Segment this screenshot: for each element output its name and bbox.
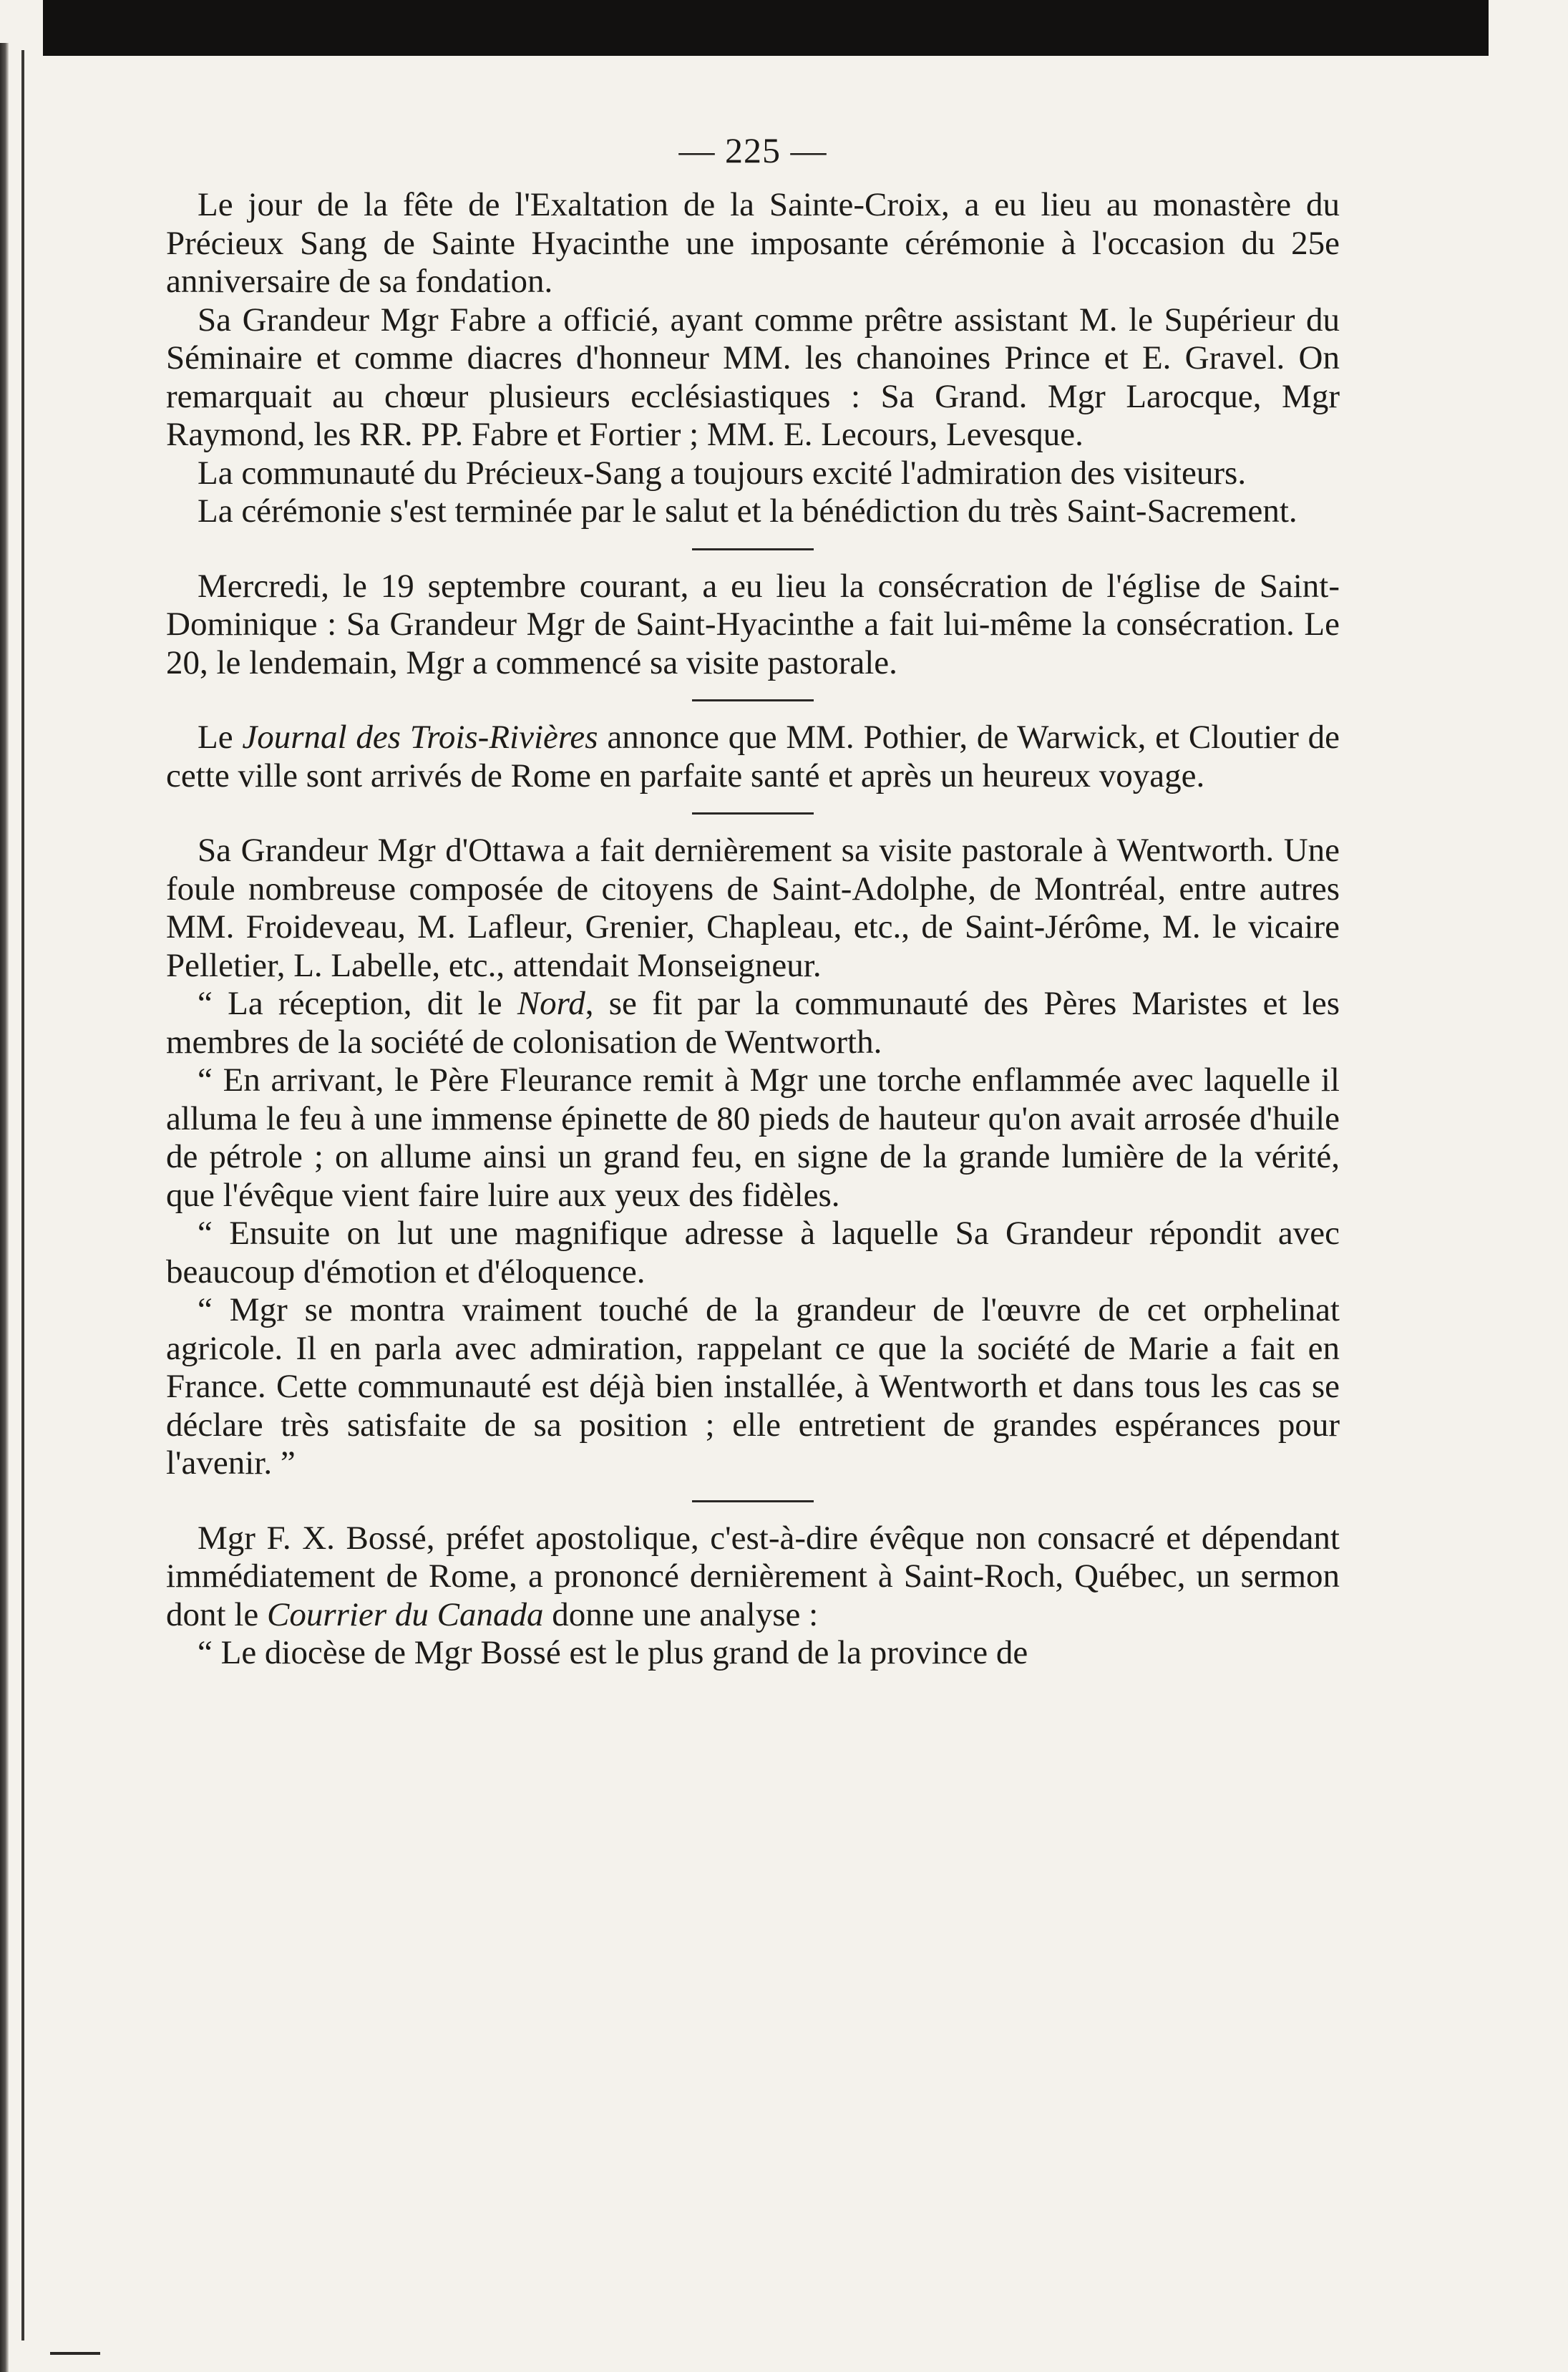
scan-margin-rule	[21, 50, 24, 2341]
paragraph: La cérémonie s'est terminée par le salut et la bénédiction du très Saint-Sacrement.	[198, 492, 1297, 530]
article-exaltation-sainte-croix	[166, 186, 1340, 531]
document-page	[166, 129, 1340, 1673]
section-divider	[692, 548, 814, 550]
scan-top-border	[43, 0, 1489, 56]
article-journal-trois-rivieres	[166, 719, 1340, 795]
section-divider	[692, 812, 814, 815]
paragraph: La communauté du Précieux-Sang a toujours excité l'admiration des visiteurs.	[198, 454, 1247, 492]
paragraph: Le jour de la fête de l'Exaltation de la Sainte-Croix, a eu lieu au monastère du Précieux Sang de Sainte Hyacinthe une imposante cérémonie à l'occasion du 25e anniversaire de sa fondation.	[166, 186, 1340, 300]
publication-title: Courrier du Canada	[266, 1595, 544, 1633]
text-run: Le	[198, 719, 243, 756]
paragraph	[166, 1520, 1340, 1635]
publication-title: Journal des Trois-Rivières	[242, 719, 598, 756]
quote-paragraph: “ Ensuite on lut une magnifique adresse à laquelle Sa Grandeur répondit avec beaucoup d'émotion et d'éloquence.	[166, 1215, 1340, 1290]
text-run: , se fit par la communauté des Pères Maristes et les membres de la société de colonisation de Wentworth.	[166, 985, 1340, 1061]
paragraph: Sa Grandeur Mgr d'Ottawa a fait dernièrement sa visite pastorale à Wentworth. Une foule nombreuse composée de citoyens de Saint-Adolphe, de Montréal, entre autres MM. Froideveau, M. Lafleur, Grenier, Chapleau, etc., de Saint-Jérôme, M. le vicaire Pelletier, L. Labelle, etc., attendait Monseigneur.	[166, 832, 1340, 984]
article-saint-dominique	[166, 568, 1340, 683]
article-mgr-bosse	[166, 1520, 1340, 1673]
publication-title: Nord	[517, 985, 585, 1022]
scan-left-edge	[0, 43, 9, 2372]
section-divider	[692, 699, 814, 701]
quote-paragraph: “ Mgr se montra vraiment touché de la grandeur de l'œuvre de cet orphelinat agricole. Il en parla avec admiration, rappelant ce que la société de Marie a fait en France. Cette communauté est déjà bien installée, à Wentworth et dans tous les cas se déclare très satisfaite de sa position ; elle entretient de grandes espérances pour l'avenir. ”	[166, 1291, 1340, 1482]
text-run: “ La réception, dit le	[198, 985, 517, 1022]
article-wentworth	[166, 832, 1340, 1483]
page-number: — 225 —	[678, 130, 827, 170]
quote-paragraph	[166, 985, 1340, 1061]
text-run: annonce que MM. Pothier, de Warwick, et Cloutier de cette ville sont arrivés de Rome en parfaite santé et après un heureux voyage.	[166, 719, 1340, 794]
text-run: Mgr F. X. Bossé, préfet apostolique, c'est-à-dire évêque non consacré et dépendant immédiatement de Rome, a prononcé dernièrement à Saint-Roch, Québec, un sermon dont le	[166, 1519, 1340, 1633]
quote-paragraph: “ Le diocèse de Mgr Bossé est le plus grand de la province de	[198, 1634, 1028, 1671]
quote-paragraph: “ En arrivant, le Père Fleurance remit à Mgr une torche enflammée avec laquelle il alluma le feu à une immense épinette de 80 pieds de hauteur qu'on avait arrosée d'huile de pétrole ; on allume ainsi un grand feu, en signe de la grande lumière de la vérité, que l'évêque vient faire luire aux yeux des fidèles.	[166, 1061, 1340, 1214]
section-divider	[692, 1500, 814, 1502]
paragraph: Mercredi, le 19 septembre courant, a eu lieu la consécration de l'église de Saint-Dominique : Sa Grandeur Mgr de Saint-Hyacinthe a fait lui-même la consécration. Le 20, le lendemain, Mgr a commencé sa visite pastorale.	[166, 567, 1340, 681]
paragraph: Sa Grandeur Mgr Fabre a officié, ayant comme prêtre assistant M. le Supérieur du Séminaire et comme diacres d'honneur MM. les chanoines Prince et E. Gravel. On remarquait au chœur plusieurs ecclésiastiques : Sa Grand. Mgr Larocque, Mgr Raymond, les RR. PP. Fabre et Fortier ; MM. E. Lecours, Levesque.	[166, 301, 1340, 453]
text-run: donne une analyse :	[543, 1595, 819, 1633]
scan-bottom-mark	[50, 2352, 100, 2355]
paragraph	[166, 719, 1340, 795]
